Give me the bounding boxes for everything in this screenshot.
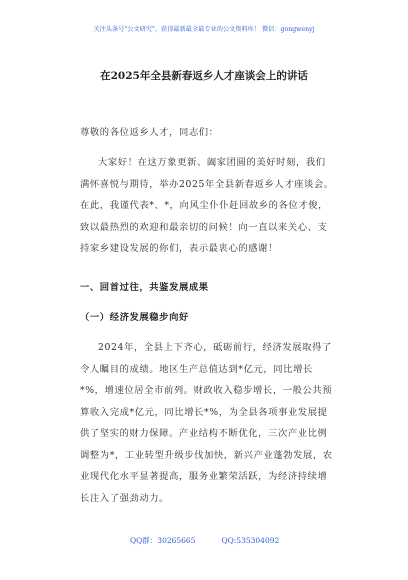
economy-paragraph: 2024年，全县上下齐心，砥砺前行，经济发展取得了令人瞩目的成绩。地区生产总值达到*亿元，同比增长*%，增速位居全市前列。财政收入稳步增长，一般公共预算收入完成*亿元，同比增长*%，为全县各项事业发展提供了坚实的财力保障。产业结构不断优化，三次产业比例调整为*，工业转型升级步伐加快，新兴产业蓬勃发展，农业现代化水平显著提高，服务业繁荣活跃，为经济持续增长注入了强劲动力。 xyxy=(80,342,333,504)
footer-qq-group: QQ群：30265665 xyxy=(130,536,196,545)
document-title: 在2025年全县新春返乡人才座谈会上的讲话 xyxy=(100,70,308,82)
footer-contact xyxy=(130,535,305,546)
header-promo-note: 关注头条号"公文研究"，获得最新最全最专业的公文资料库！ 微信：gongwenyj xyxy=(93,26,315,33)
greeting-line: 尊敬的各位返乡人才，同志们： xyxy=(80,127,219,138)
opening-paragraph: 大家好！在这万象更新、阖家团圆的美好时刻，我们满怀喜悦与期待，举办2025年全县新春返乡人才座谈会。在此，我谨代表*、*，向风尘仆仆赶回故乡的各位才俊，致以最热烈的欢迎和最亲切的问候！向一直以来关心、支持家乡建设发展的你们，表示最衷心的感谢！ xyxy=(80,157,334,254)
subsection-heading-1: （一）经济发展稳步向好 xyxy=(80,312,189,323)
section-heading-1: 一、回首过往，共鉴发展成果 xyxy=(80,282,209,293)
footer-qq-number: QQ:535304092 xyxy=(221,536,280,545)
